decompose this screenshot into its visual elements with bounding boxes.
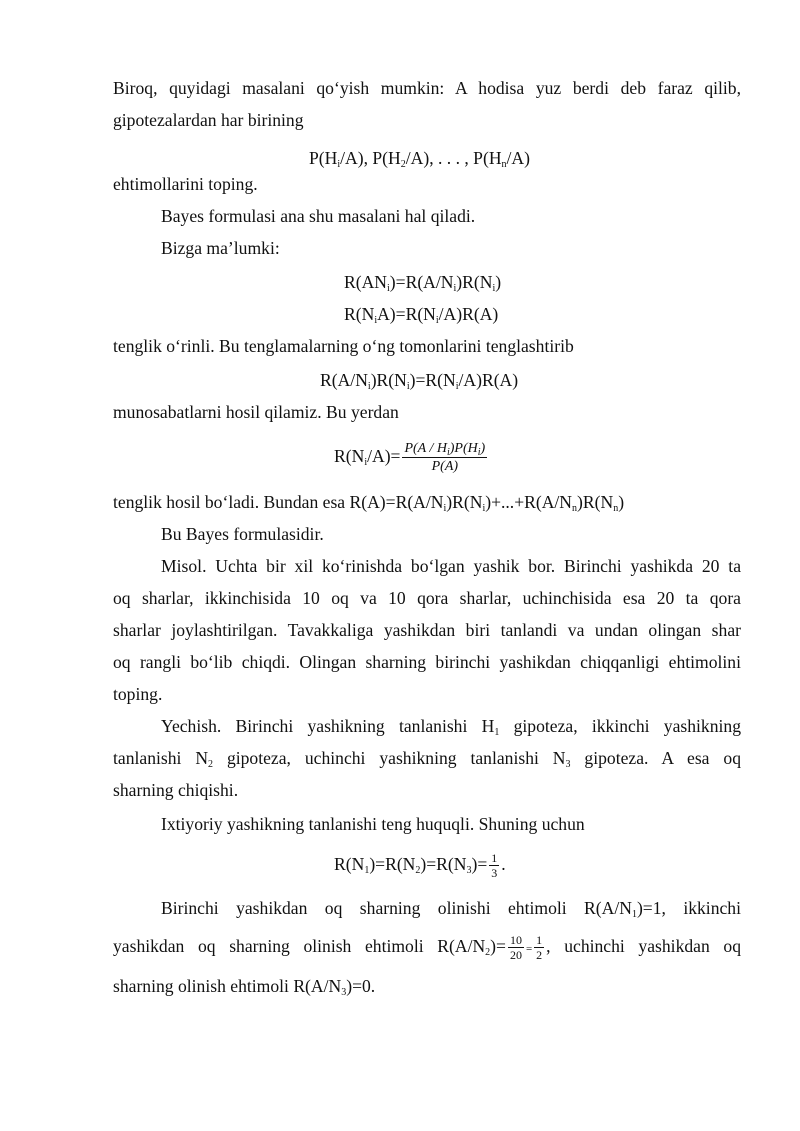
yechish-line-1: Yechish. Birinchi yashikning tanlanishi $H_1$ gipoteza, ikkinchi yashikning: [161, 716, 742, 738]
final-line-1: Birinchi yashikdan oq sharning olinishi ehtimoli $R(A/N_1)=1$, ikkinchi: [161, 898, 741, 920]
misol-line-3: sharlar joylashtirilgan. Tavakkaliga yashikdan biri tanlandi va undan olingan shar: [113, 620, 741, 640]
formula-posterior-list: $P(H_i/A)$, $P(H_2/A)$, . . . , $P(H_n/A)$: [309, 148, 530, 170]
misol-line-1: Misol. Uchta bir xil ko‘rinishda bo‘lgan yashik bor. Birinchi yashikda 20 ta: [161, 556, 741, 576]
paragraph-ixtiyoriy: Ixtiyoriy yashikning tanlanishi teng huquqli. Shuning uchun: [161, 814, 585, 834]
yechish-line-2: tanlanishi $N_2$ gipoteza, uchinchi yashikning tanlanishi $N_3$ gipoteza. A esa oq: [113, 748, 741, 770]
paragraph-total-probability: tenglik hosil bo‘ladi. Bundan esa $R(A)=R(A/N_i)R(N_i)+...+R(A/N_n)R(N_n)$: [113, 492, 625, 514]
bayes-fraction: $\frac{P(A / H_i)P(H_i)}{P(A)}$: [404, 441, 486, 475]
paragraph-tenglik: tenglik o‘rinli. Bu tenglamalarning o‘ng tomonlarini tenglashtirib: [113, 336, 574, 356]
formula-bayes: $R(N_i/A)=$ $\frac{P(A / H_i)P(H_i)}{P(A)}$: [334, 441, 486, 475]
paragraph-bizga: Bizga ma’lumki:: [161, 238, 280, 258]
paragraph-bayes-formula: Bu Bayes formulasidir.: [161, 524, 324, 544]
paragraph-ehtimollarini: ehtimollarini toping.: [113, 174, 258, 194]
formula-equality: $R(A/N_i)R(N_i)=R(N_i/A)R(A)$: [320, 370, 519, 392]
paragraph-munosabat: munosabatlarni hosil qilamiz. Bu yerdan: [113, 402, 399, 422]
misol-line-2: oq sharlar, ikkinchisida 10 oq va 10 qora sharlar, uchinchisida esa 20 ta qora: [113, 588, 741, 608]
paragraph-bayes-intro: Bayes formulasi ana shu masalani hal qiladi.: [161, 206, 476, 226]
formula-product-1: $R(AN_i)=R(A/N_i)R(N_i)$: [344, 272, 502, 294]
misol-line-5: toping.: [113, 684, 163, 704]
paragraph-intro-line-1: Biroq, quyidagi masalani qo‘yish mumkin: A hodisa yuz berdi deb faraz qilib,: [113, 78, 741, 98]
final-line-3: sharning olinish ehtimoli $R(A/N_3)=0$.: [113, 976, 376, 998]
formula-product-2: $R(N_iA)=R(N_i/A)R(A)$: [344, 304, 499, 326]
one-third-fraction: $\frac{1}{3}$: [491, 851, 498, 881]
yechish-line-3: sharning chiqishi.: [113, 780, 239, 800]
formula-equal-priors: $R(N_1)=R(N_2)=R(N_3)=$ $\frac{1}{3}$ .: [334, 851, 506, 881]
ten-twentieths-fraction: $\frac{10}{20}$: [509, 933, 522, 963]
one-half-fraction: $\frac{1}{2}$: [536, 933, 543, 963]
final-line-2: yashikdan oq sharning olinish ehtimoli $R(A/N_2)=$ $\frac{10}{20}$ = $\frac{1}{2}$ , uchinchi yashikdan oq: [113, 933, 742, 963]
misol-line-4: oq rangli bo‘lib chiqdi. Olingan sharning birinchi yashikdan chiqqanligi ehtimolini: [113, 652, 741, 672]
paragraph-intro-line-2: gipotezalardan har birining: [113, 110, 304, 130]
